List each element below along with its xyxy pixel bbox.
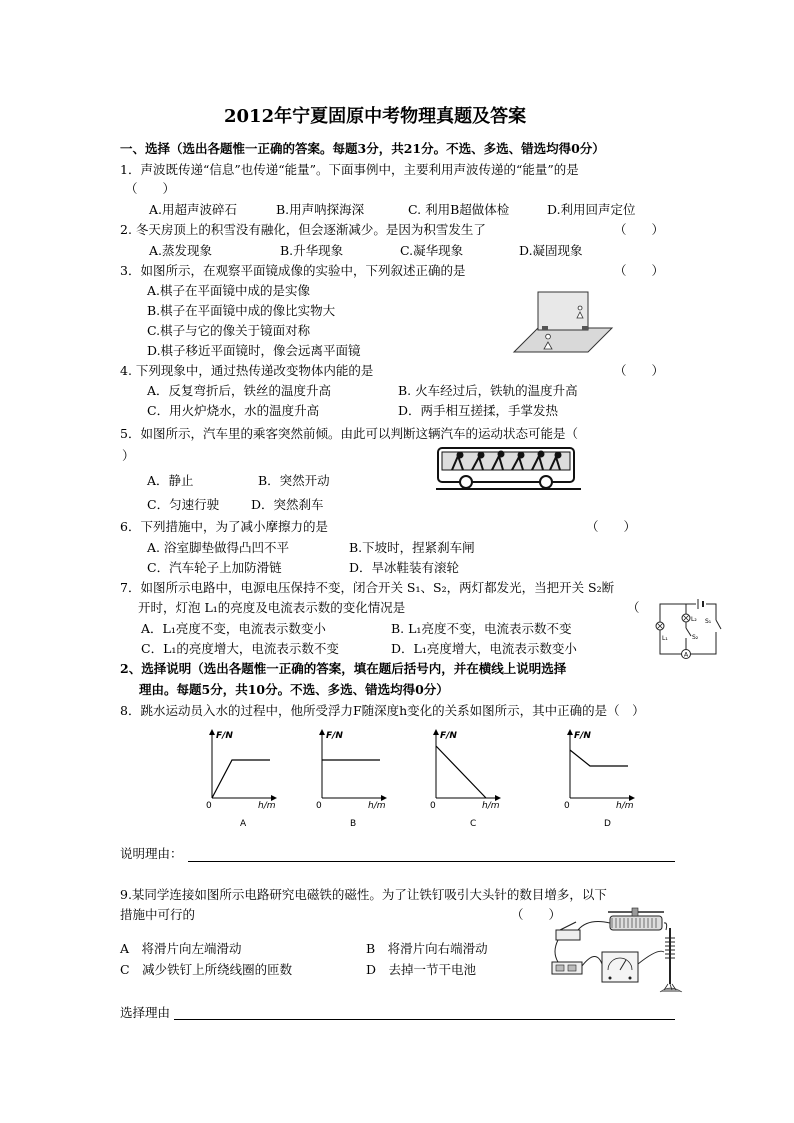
graph-a-curve xyxy=(212,760,270,798)
q7-option-a: A．L₁亮度不变，电流表示数变小 xyxy=(141,621,326,636)
q9-stem: 9.某同学连接如图所示电路研究电磁铁的磁性。为了让铁钉吸引大头针的数目增多，以下 xyxy=(120,887,607,902)
q6-option-b: B.下坡时，捏紧刹车闸 xyxy=(349,540,475,555)
graph-d-label: D xyxy=(604,819,611,829)
mirror-experiment-figure xyxy=(508,288,614,356)
q9-answer-paren: （ ） xyxy=(511,907,562,922)
l2-label: L₂ xyxy=(691,616,697,623)
graph-b-origin: 0 xyxy=(316,801,322,811)
graph-b-xlabel: h/m xyxy=(368,801,386,811)
q1-option-d: D.利用回声定位 xyxy=(547,202,636,217)
q8-stem: 8．跳水运动员入水的过程中，他所受浮力F随深度h变化的关系如图所示，其中正确的是（ ） xyxy=(120,703,645,718)
q1-answer-paren: （ ） xyxy=(125,181,176,196)
q6-option-d: D．旱冰鞋装有滚轮 xyxy=(349,560,460,575)
s1-label: S₁ xyxy=(705,618,712,625)
graph-d xyxy=(564,730,634,829)
graph-c-origin: 0 xyxy=(430,801,436,811)
q3-option-c: C.棋子与它的像关于镜面对称 xyxy=(147,323,311,338)
q6-option-a: A. 浴室脚垫做得凸凹不平 xyxy=(147,540,289,555)
graph-b-ylabel: F/N xyxy=(326,731,343,741)
q9-option-a: A 将滑片向左端滑动 xyxy=(120,941,242,956)
q2-option-a: A.蒸发现象 xyxy=(149,243,213,258)
q2-option-d: D.凝固现象 xyxy=(519,243,583,258)
s2-label: S₂ xyxy=(692,634,699,641)
q7-stem-cont: 开时，灯泡 L₁的亮度及电流表示数的变化情况是 xyxy=(138,600,406,615)
q4-option-a: A．反复弯折后，铁丝的温度升高 xyxy=(147,383,332,398)
q5-option-c: C．匀速行驶 xyxy=(147,497,220,512)
graph-c-label: C xyxy=(470,819,477,829)
q1-option-c: C. 利用B超做体检 xyxy=(408,202,510,217)
graph-c-xlabel: h/m xyxy=(482,801,500,811)
q9-option-c: C 减少铁钉上所绕线圈的匝数 xyxy=(120,962,293,977)
l1-label: L₁ xyxy=(662,635,668,642)
q9-reason-line[interactable] xyxy=(174,1019,675,1020)
q1-option-b: B.用声呐探海深 xyxy=(276,202,365,217)
section-2-heading-cont: 理由。每题5分，共10分。不选、多选、错选均得0分） xyxy=(139,682,449,697)
q2-stem: 2. 冬天房顶上的积雪没有融化，但会逐渐减少。是因为积雪发生了 xyxy=(120,222,486,237)
q9-stem-cont: 措施中可行的 xyxy=(120,907,196,922)
q9-option-d: D 去掉一节干电池 xyxy=(366,962,477,977)
q3-stem: 3．如图所示，在观察平面镜成像的实验中，下列叙述正确的是 xyxy=(120,263,466,278)
q7-stem: 7．如图所示电路中，电源电压保持不变，闭合开关 S₁、S₂，两灯都发光，当把开关 S₂断 xyxy=(120,580,615,595)
q1-stem: 1．声波既传递“信息”也传递“能量”。下面事例中，主要利用声波传递的“能量”的是 xyxy=(120,162,579,177)
q5-option-d: D．突然刹车 xyxy=(251,497,324,512)
q8-graphs xyxy=(196,726,656,832)
graph-d-curve xyxy=(570,750,628,766)
graph-a-xlabel: h/m xyxy=(258,801,276,811)
electromagnet-circuit-figure xyxy=(548,908,688,996)
q9-reason-label: 选择理由 xyxy=(120,1005,171,1020)
q6-stem: 6．下列措施中，为了减小摩擦力的是 xyxy=(120,519,328,534)
q4-option-b: B. 火车经过后，铁轨的温度升高 xyxy=(398,383,578,398)
q4-answer-paren: （ ） xyxy=(614,363,665,378)
graph-c xyxy=(430,730,500,829)
q6-option-c: C．汽车轮子上加防滑链 xyxy=(147,560,282,575)
q5-option-b: B．突然开动 xyxy=(258,473,330,488)
graph-d-origin: 0 xyxy=(564,801,570,811)
section-1-heading: 一、选择（选出各题惟一正确的答案。每题3分，共21分。不选、多选、错选均得0分） xyxy=(120,141,605,156)
q8-reason-label: 说明理由： xyxy=(120,846,183,861)
q2-option-c: C.凝华现象 xyxy=(400,243,464,258)
q7-answer-paren: （ xyxy=(627,600,640,615)
q3-option-b: B.棋子在平面镜中成的像比实物大 xyxy=(147,303,336,318)
graph-a-origin: 0 xyxy=(206,801,212,811)
ammeter-label: A xyxy=(683,651,689,659)
q3-option-a: A.棋子在平面镜中成的是实像 xyxy=(147,283,311,298)
page-title: 2012年宁夏固原中考物理真题及答案 xyxy=(224,106,527,127)
graph-a-ylabel: F/N xyxy=(216,731,233,741)
graph-c-ylabel: F/N xyxy=(440,731,457,741)
graph-d-xlabel: h/m xyxy=(616,801,634,811)
bus-figure xyxy=(436,444,581,494)
q5-option-a: A．静止 xyxy=(147,473,194,488)
q2-answer-paren: （ ） xyxy=(614,222,665,237)
q9-option-b: B 将滑片向右端滑动 xyxy=(366,941,488,956)
section-2-heading: 2、选择说明（选出各题惟一正确的答案，填在题后括号内，并在横线上说明选择 xyxy=(120,661,567,676)
q7-option-d: D．L₁亮度增大，电流表示数变小 xyxy=(391,641,577,656)
graph-a-label: A xyxy=(240,819,247,829)
q3-option-d: D.棋子移近平面镜时，像会远离平面镜 xyxy=(147,343,361,358)
graph-d-ylabel: F/N xyxy=(574,731,591,741)
graph-c-curve xyxy=(436,746,486,798)
q1-option-a: A.用超声波碎石 xyxy=(149,202,238,217)
q5-stem-close: ） xyxy=(122,448,135,463)
q7-option-b: B. L₁亮度不变，电流表示数不变 xyxy=(391,621,572,636)
q6-answer-paren: （ ） xyxy=(586,519,637,534)
q4-option-d: D．两手相互搓揉，手掌发热 xyxy=(398,403,559,418)
q3-answer-paren: （ ） xyxy=(614,263,665,278)
graph-b-label: B xyxy=(350,819,357,829)
q4-option-c: C．用火炉烧水，水的温度升高 xyxy=(147,403,320,418)
graph-a xyxy=(206,730,276,829)
q2-option-b: B.升华现象 xyxy=(280,243,344,258)
graph-b xyxy=(316,730,386,829)
q7-option-c: C．L₁的亮度增大，电流表示数不变 xyxy=(141,641,339,656)
q8-reason-line[interactable] xyxy=(188,861,675,862)
q4-stem: 4. 下列现象中，通过热传递改变物体内能的是 xyxy=(120,363,374,378)
q7-circuit-figure xyxy=(656,598,720,658)
q5-stem: 5．如图所示，汽车里的乘客突然前倾。由此可以判断这辆汽车的运动状态可能是（ xyxy=(120,426,578,441)
